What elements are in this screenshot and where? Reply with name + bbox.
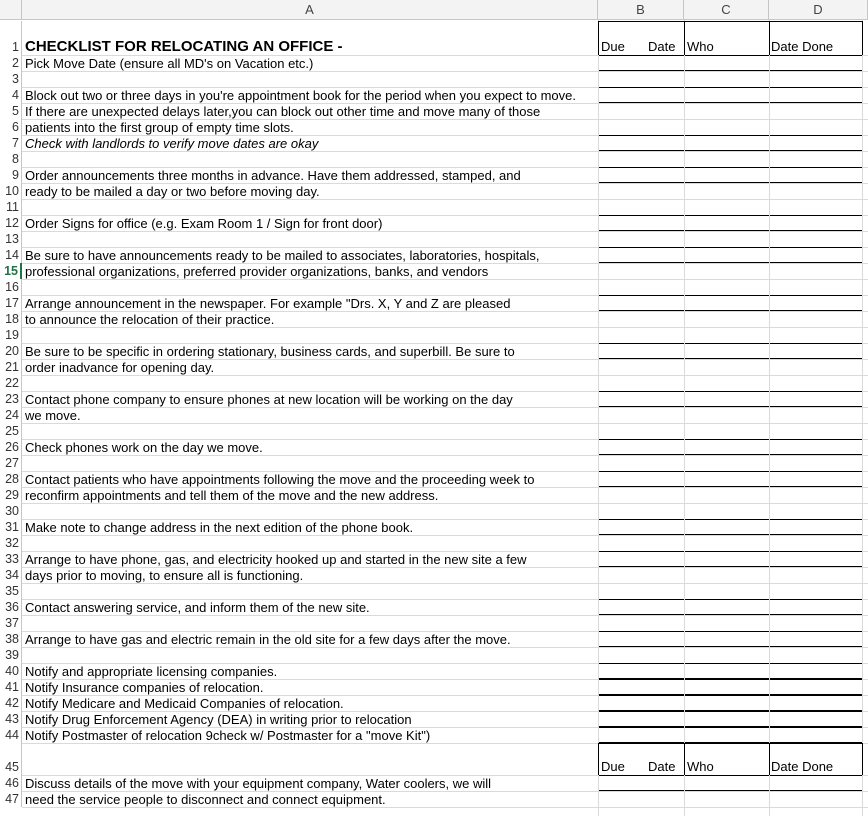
checklist-item-text: Order Signs for office (e.g. Exam Room 1 / Sign for front door) [25,216,383,231]
row-gridline [22,407,868,408]
who-header: Who [687,759,714,774]
checklist-item-text: Check phones work on the day we move. [25,440,263,455]
due-date-input[interactable] [598,631,685,647]
row-header-33[interactable]: 33 [0,551,22,567]
checklist-item-text: Be sure to be specific in ordering stationary, business cards, and superbill. Be sure to [25,344,515,359]
header-cell-border [684,743,685,775]
due-date-input[interactable] [598,247,685,263]
row-header-21[interactable]: 21 [0,359,22,375]
column-header-a[interactable]: A [22,0,598,20]
date-done-input[interactable] [769,391,863,407]
checklist-item-text: order inadvance for opening day. [25,360,215,375]
row-header-44[interactable]: 44 [0,727,22,743]
row-header-20[interactable]: 20 [0,343,22,359]
header-cell-border [684,21,685,55]
who-input[interactable] [684,55,770,71]
row-gridline [22,199,868,200]
due-header: Due [601,39,625,54]
row-gridline [22,615,868,616]
date-done-input[interactable] [769,519,863,535]
who-input[interactable] [684,631,770,647]
row-header-14[interactable]: 14 [0,247,22,263]
date-done-input[interactable] [769,679,863,695]
row-header-28[interactable]: 28 [0,471,22,487]
checklist-item-text: patients into the first group of empty time slots. [25,120,294,135]
row-header-7[interactable]: 7 [0,135,22,151]
row-header-29[interactable]: 29 [0,487,22,503]
due-date-input[interactable] [598,599,685,615]
who-input[interactable] [684,343,770,359]
row-header-46[interactable]: 46 [0,775,22,791]
who-input[interactable] [684,727,770,743]
date-done-input[interactable] [769,87,863,103]
who-input[interactable] [684,519,770,535]
row-header-19[interactable]: 19 [0,327,22,343]
header-cell-border [769,21,770,55]
checklist-item-text: Contact answering service, and inform them of the new site. [25,600,370,615]
checklist-item-text: Contact phone company to ensure phones at new location will be working on the day [25,392,513,407]
row-gridline [22,807,868,808]
header-cell-border [862,21,863,55]
date-done-input[interactable] [769,55,863,71]
column-gridline [769,20,770,816]
row-header-38[interactable]: 38 [0,631,22,647]
row-header-16[interactable]: 16 [0,279,22,295]
row-header-24[interactable]: 24 [0,407,22,423]
who-header: Who [687,39,714,54]
due-date-input[interactable] [598,167,685,183]
date-done-input[interactable] [769,775,863,791]
row-header-32[interactable]: 32 [0,535,22,551]
checklist-item-text: reconfirm appointments and tell them of the move and the new address. [25,488,439,503]
due-header: Due [601,759,625,774]
checklist-item-text: need the service people to disconnect and connect equipment. [25,792,386,807]
row-header-45[interactable]: 45 [0,743,22,775]
checklist-item-text: Discuss details of the move with your equipment company, Water coolers, we will [25,776,492,791]
row-header-2[interactable]: 2 [0,55,22,71]
header-cell-border [598,743,599,775]
row-header-47[interactable]: 47 [0,791,22,807]
row-gridline [22,71,868,72]
column-header-c[interactable]: C [684,0,769,20]
due-date-input[interactable] [598,215,685,231]
date-done-input[interactable] [769,471,863,487]
who-input[interactable] [684,775,770,791]
row-header-35[interactable]: 35 [0,583,22,599]
date-done-input[interactable] [769,599,863,615]
due-date-input[interactable] [598,519,685,535]
date-done-input[interactable] [769,295,863,311]
date-done-input[interactable] [769,695,863,711]
checklist-item-text: Notify Postmaster of relocation 9check w/ Postmaster for a "move Kit") [25,728,431,743]
row-header-13[interactable]: 13 [0,231,22,247]
date-done-input[interactable] [769,663,863,679]
row-gridline [22,535,868,536]
checklist-item-text: Contact patients who have appointments following the move and the proceeding week to [25,472,535,487]
checklist-item-text: Be sure to have announcements ready to be mailed to associates, laboratories, hospitals, [25,248,540,263]
who-input[interactable] [684,295,770,311]
row-header-43[interactable]: 43 [0,711,22,727]
date-done-input[interactable] [769,247,863,263]
date-header: Date [648,39,676,54]
checklist-item-text: ready to be mailed a day or two before moving day. [25,184,320,199]
checklist-item-text: If there are unexpected delays later,you can block out other time and move many of those [25,104,541,119]
header-cell-border [598,743,863,744]
header-cell-border [598,21,863,22]
who-input[interactable] [684,215,770,231]
who-input[interactable] [684,471,770,487]
who-input[interactable] [684,599,770,615]
due-date-input[interactable] [598,55,685,71]
due-date-input[interactable] [598,679,685,695]
row-gridline [22,503,868,504]
row-header-4[interactable]: 4 [0,87,22,103]
date-done-input[interactable] [769,727,863,743]
who-input[interactable] [684,663,770,679]
checklist-item-text: Notify Drug Enforcement Agency (DEA) in writing prior to relocation [25,712,412,727]
who-input[interactable] [684,247,770,263]
date-done-input[interactable] [769,343,863,359]
checklist-item-text: Arrange to have phone, gas, and electricity hooked up and started in the new site a few [25,552,527,567]
row-header-25[interactable]: 25 [0,423,22,439]
who-input[interactable] [684,167,770,183]
row-header-5[interactable]: 5 [0,103,22,119]
due-date-input[interactable] [598,135,685,151]
due-date-input[interactable] [598,295,685,311]
sheet-title: CHECKLIST FOR RELOCATING AN OFFICE - [25,38,343,55]
row-gridline [22,647,868,648]
checklist-item-text: we move. [25,408,81,423]
who-input[interactable] [684,551,770,567]
column-header-b[interactable]: B [598,0,684,20]
row-header-34[interactable]: 34 [0,567,22,583]
due-date-input[interactable] [598,391,685,407]
date-done-input[interactable] [769,215,863,231]
row-header-6[interactable]: 6 [0,119,22,135]
row-header-23[interactable]: 23 [0,391,22,407]
row-gridline [22,583,868,584]
date-done-input[interactable] [769,439,863,455]
row-header-42[interactable]: 42 [0,695,22,711]
row-header-31[interactable]: 31 [0,519,22,535]
checklist-item-text: Order announcements three months in advance. Have them addressed, stamped, and [25,168,521,183]
date-done-input[interactable] [769,711,863,727]
row-header-37[interactable]: 37 [0,615,22,631]
date-done-header: Date Done [771,39,834,54]
due-date-input[interactable] [598,343,685,359]
row-header-17[interactable]: 17 [0,295,22,311]
checklist-item-text: Notify Medicare and Medicaid Companies of relocation. [25,696,344,711]
checklist-item-text: Check with landlords to verify move dates are okay [25,136,319,151]
checklist-item-text: to announce the relocation of their practice. [25,312,275,327]
row-header-10[interactable]: 10 [0,183,22,199]
date-done-input[interactable] [769,135,863,151]
column-gridline [598,20,599,816]
column-gridline [862,20,863,816]
who-input[interactable] [684,679,770,695]
row-header-40[interactable]: 40 [0,663,22,679]
row-header-39[interactable]: 39 [0,647,22,663]
due-date-input[interactable] [598,471,685,487]
row-header-36[interactable]: 36 [0,599,22,615]
checklist-item-text: Notify and appropriate licensing companies. [25,664,278,679]
row-header-8[interactable]: 8 [0,151,22,167]
date-done-input[interactable] [769,631,863,647]
checklist-item-text: professional organizations, preferred provider organizations, banks, and vendors [25,264,489,279]
row-gridline [22,151,868,152]
who-input[interactable] [684,87,770,103]
date-done-header: Date Done [771,759,834,774]
due-date-input[interactable] [598,439,685,455]
row-header-1[interactable]: 1 [0,21,22,55]
due-date-input[interactable] [598,663,685,679]
row-header-18[interactable]: 18 [0,311,22,327]
header-cell-border [598,21,599,55]
row-header-11[interactable]: 11 [0,199,22,215]
row-header-9[interactable]: 9 [0,167,22,183]
column-gridline [684,20,685,816]
date-header: Date [648,759,676,774]
who-input[interactable] [684,439,770,455]
row-header-15[interactable]: 15 [0,263,22,279]
due-date-input[interactable] [598,695,685,711]
checklist-item-text: Notify Insurance companies of relocation. [25,680,264,695]
due-date-input[interactable] [598,775,685,791]
checklist-item-text: days prior to moving, to ensure all is functioning. [25,568,304,583]
due-date-input[interactable] [598,727,685,743]
row-gridline [22,375,868,376]
row-header-12[interactable]: 12 [0,215,22,231]
row-header-3[interactable]: 3 [0,71,22,87]
due-date-input[interactable] [598,711,685,727]
who-input[interactable] [684,711,770,727]
due-date-input[interactable] [598,551,685,567]
row-gridline [22,231,868,232]
who-input[interactable] [684,695,770,711]
due-date-input[interactable] [598,87,685,103]
row-header-26[interactable]: 26 [0,439,22,455]
checklist-item-text: Arrange to have gas and electric remain in the old site for a few days after the move. [25,632,511,647]
header-cell-border [769,743,770,775]
checklist-item-text: Block out two or three days in you're appointment book for the period when you expect to move. [25,88,576,103]
row-gridline [22,279,868,280]
header-cell-border [862,743,863,775]
checklist-item-text: Make note to change address in the next edition of the phone book. [25,520,414,535]
checklist-item-text: Arrange announcement in the newspaper. For example "Drs. X, Y and Z are pleased [25,296,511,311]
row-header-30[interactable]: 30 [0,503,22,519]
checklist-item-text: Pick Move Date (ensure all MD's on Vacation etc.) [25,56,314,71]
date-done-input[interactable] [769,167,863,183]
row-header-27[interactable]: 27 [0,455,22,471]
column-header-d[interactable]: D [769,0,868,20]
date-done-input[interactable] [769,551,863,567]
row-gridline [22,423,868,424]
who-input[interactable] [684,135,770,151]
who-input[interactable] [684,391,770,407]
row-gridline [22,327,868,328]
row-gridline [22,455,868,456]
row-header-41[interactable]: 41 [0,679,22,695]
select-all-corner[interactable] [0,0,22,20]
row-header-22[interactable]: 22 [0,375,22,391]
